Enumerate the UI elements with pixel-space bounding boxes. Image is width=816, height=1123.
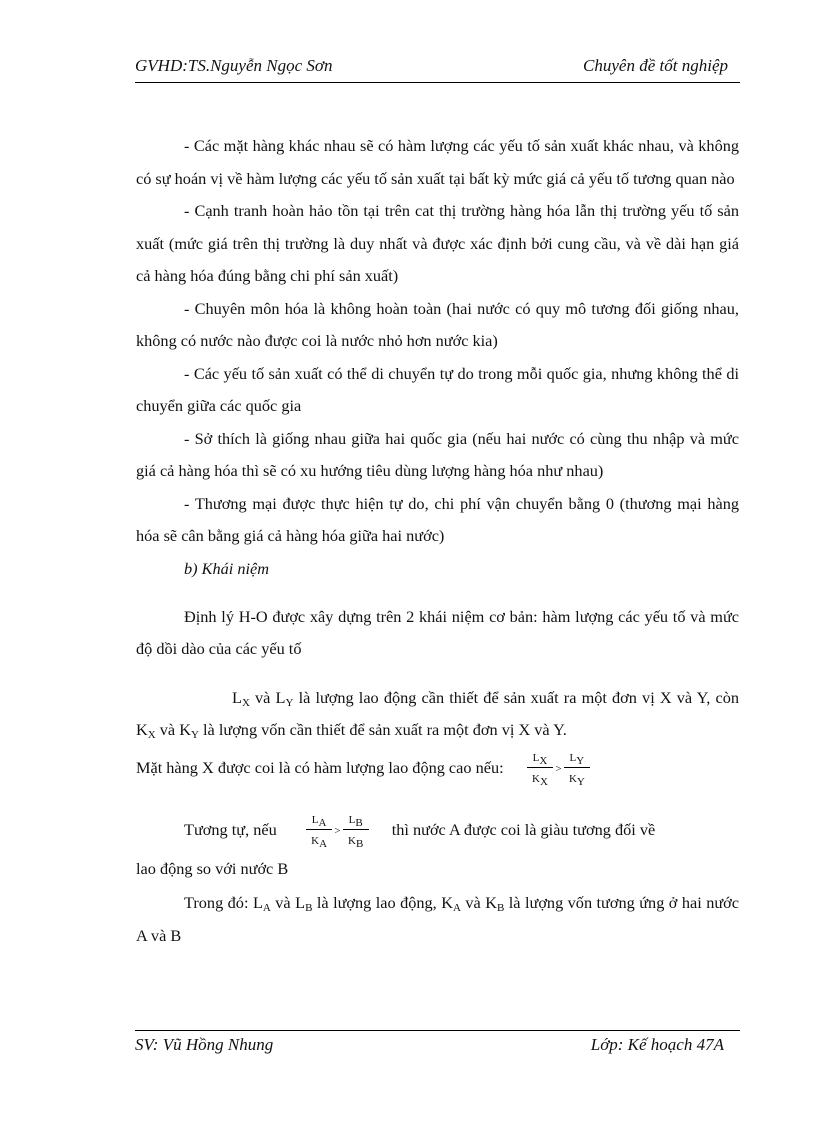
paragraph-assumption-2: - Cạnh tranh hoàn hảo tồn tại trên cat thị trường hàng hóa lẫn thị trường yếu tố sản xuất (mức giá trên thị trường là duy nhất và được xác định bởi cung cầu, và về dài hạn giá cả hàng hóa đúng bằng chi phí sản xuất) xyxy=(136,201,739,285)
paragraph-assumption-1: - Các mặt hàng khác nhau sẽ có hàm lượng các yếu tố sản xuất khác nhau, và không có sự hoán vị về hàm lượng các yếu tố sản xuất tại bất kỳ mức giá cả yếu tố tương quan nào xyxy=(136,136,739,188)
page-footer xyxy=(135,1030,740,1061)
labor-intensity-text: Mặt hàng X được coi là có hàm lượng lao động cao nếu: xyxy=(136,758,504,778)
page-body xyxy=(136,130,739,952)
paragraph-definition: $L_X$ và $L_Y$ là lượng lao động cần thiết để sản xuất ra một đơn vị X và Y, còn $K_X$ và $K_Y$ là lượng vốn cần thiết để sản xuất ra một đơn vị X và Y. xyxy=(136,687,739,741)
similar-suffix: thì nước A được coi là giàu tương đối về xyxy=(391,820,656,840)
similar-prefix: Tương tự, nếu xyxy=(184,820,277,840)
fraction-lx-kx: $\frac{L_X}{K_X}$ xyxy=(527,751,554,786)
fraction-ly-ky: $\frac{L_Y}{K_Y}$ xyxy=(564,751,591,786)
footer-class: Lớp: Kế hoạch 47A xyxy=(590,1035,724,1054)
header-advisor: GVHD:TS.Nguyễn Ngọc Sơn xyxy=(135,56,333,75)
footer-student: SV: Vũ Hồng Nhung xyxy=(135,1035,274,1054)
section-heading: b) Khái niệm xyxy=(184,558,270,578)
paragraph-assumption-4: - Các yếu tố sản xuất có thể di chuyển tự do trong mỗi quốc gia, nhưng không thể di chuyển giữa các quốc gia xyxy=(136,363,739,415)
paragraph-assumption-5: - Sở thích là giống nhau giữa hai quốc gia (nếu hai nước có cùng thu nhập và mức giá cả hàng hóa thì sẽ có xu hướng tiêu dùng lượng hàng hóa như nhau) xyxy=(136,428,739,480)
paragraph-intro: Định lý H-O được xây dựng trên 2 khái niệm cơ bản: hàm lượng các yếu tố và mức độ dồi dào của các yếu tố xyxy=(136,606,739,658)
header-title: Chuyên đề tốt nghiệp xyxy=(583,56,728,75)
paragraph-assumption-6: - Thương mại được thực hiện tự do, chi phí vận chuyển bằng 0 (thương mại hàng hóa sẽ cân bằng giá cả hàng hóa giữa hai nước) xyxy=(136,493,739,545)
greater-than-sign-2: > xyxy=(334,824,341,837)
labor-intensity-line xyxy=(136,747,739,791)
similar-continuation: lao động so với nước B xyxy=(136,858,289,878)
fraction-lb-kb: $\frac{L_B}{K_B}$ xyxy=(343,813,369,848)
relative-abundance-line xyxy=(136,809,739,853)
paragraph-assumption-3: - Chuyên môn hóa là không hoàn toàn (hai nước có quy mô tương đối giống nhau, không có nước nào được coi là nước nhỏ hơn nước kia) xyxy=(136,298,739,350)
greater-than-sign: > xyxy=(555,762,562,775)
page-header xyxy=(135,56,740,83)
paragraph-where: Trong đó: $L_A$ và $L_B$ là lượng lao động, $K_A$ và $K_B$ là lượng vốn tương ứng ở hai nước A và B xyxy=(136,893,739,945)
fraction-la-ka: $\frac{L_A}{K_A}$ xyxy=(306,813,333,848)
